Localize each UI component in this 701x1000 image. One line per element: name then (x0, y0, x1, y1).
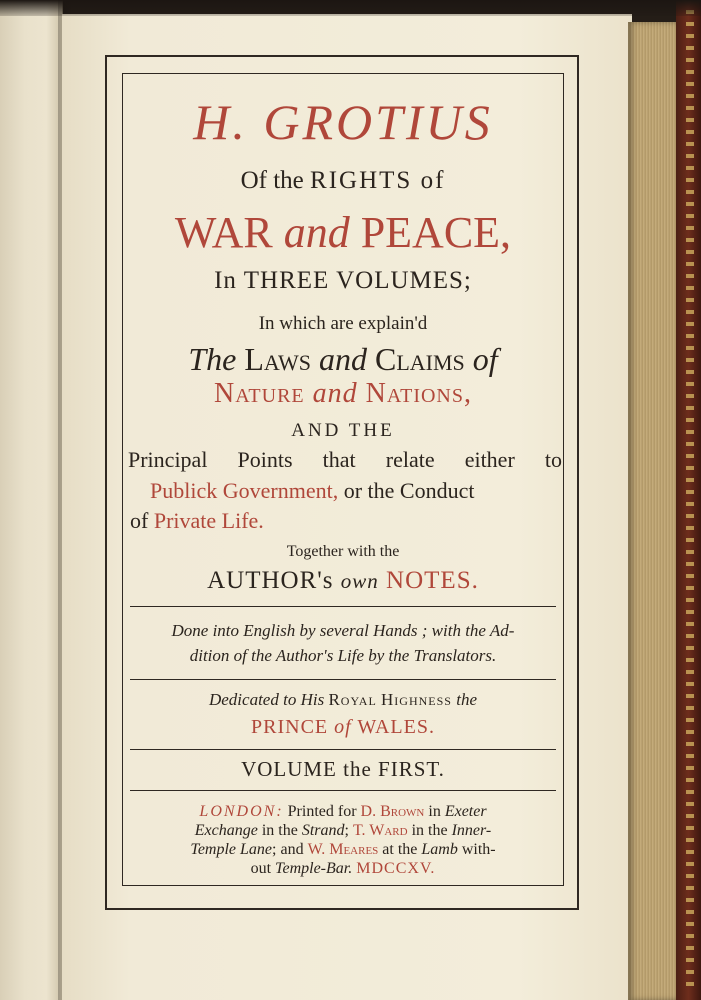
rights-of-text: RIGHTS of (310, 167, 446, 194)
top-shadow (0, 0, 701, 16)
wales-text: WALES. (357, 716, 435, 738)
prince-text: PRINCE (251, 716, 329, 738)
london-text: LONDON: (199, 803, 284, 820)
facing-page (0, 0, 63, 1000)
dedication-the: the (456, 690, 478, 709)
divider-rule (130, 679, 556, 680)
laws-laws: Laws (244, 341, 311, 377)
divider-rule (130, 790, 556, 791)
royal-text: Royal (328, 690, 377, 709)
volume-first: FIRST. (378, 757, 445, 781)
exeter-text: Exeter (444, 803, 487, 820)
with-text: with- (461, 841, 496, 858)
title-war: WAR (174, 208, 273, 257)
in-the-text: in the (261, 822, 298, 839)
volumes-in: In (214, 267, 237, 294)
separator-text: ; (344, 822, 349, 839)
prince-of: of (334, 716, 352, 738)
nature-nations-line (122, 380, 564, 408)
volumes-text: THREE VOLUMES; (243, 267, 472, 294)
laws-claims: Claims (375, 341, 465, 377)
nature-text: Nature (213, 378, 305, 409)
nations-text: Nations, (365, 378, 472, 409)
dedicated-text: Dedicated to His (208, 690, 325, 709)
and-the-line: AND THE (291, 420, 395, 441)
prince-of-wales-line (122, 717, 564, 737)
of-text: of (130, 508, 149, 533)
volume-label: VOLUME (241, 757, 337, 781)
volumes-line (122, 268, 564, 293)
conduct-text: or the Conduct (343, 478, 475, 503)
private-life-text: Private Life. (153, 508, 264, 533)
nature-and: and (312, 378, 358, 409)
imprint-line-1 (122, 804, 564, 820)
temple-lane-text: Temple Lane (190, 841, 273, 858)
t-ward-text: T. Ward (352, 822, 408, 839)
authors-notes-line (122, 568, 564, 593)
volume-the: the (343, 757, 372, 781)
divider-rule (130, 749, 556, 750)
together-with-line: Together with the (286, 543, 400, 560)
dedication-line (122, 691, 564, 708)
and-text: ; and (272, 841, 304, 858)
w-meares-text: W. Meares (307, 841, 379, 858)
d-brown-text: D. Brown (360, 803, 425, 820)
in-text: in (428, 803, 441, 820)
imprint-line-3 (122, 842, 564, 858)
printed-for-text: Printed for (287, 803, 357, 820)
inner-text: Inner- (451, 822, 492, 839)
laws-and: and (319, 341, 367, 377)
explain-line: In which are explain'd (258, 313, 428, 334)
spine-gilt-tooling (686, 10, 694, 990)
volume-line (122, 759, 564, 780)
translation-line-1: Done into English by several Hands ; with the Ad- (171, 621, 515, 640)
year-text: MDCCXV. (356, 860, 436, 877)
main-title (122, 208, 564, 257)
divider-rule (130, 606, 556, 607)
highness-text: Highness (381, 690, 452, 709)
temple-bar-text: Temple-Bar. (275, 860, 353, 877)
out-text: out (250, 860, 272, 877)
private-life-line (130, 508, 562, 533)
page-edges (628, 22, 676, 1000)
at-the-text: at the (382, 841, 418, 858)
laws-of: of (472, 341, 498, 377)
imprint-line-2 (122, 823, 564, 839)
laws-line (122, 343, 564, 375)
in-the-text-2: in the (411, 822, 448, 839)
laws-the: The (188, 341, 237, 377)
principal-points-line: Principal Points that relate either to (128, 447, 562, 472)
notes-text: NOTES. (386, 567, 479, 594)
lamb-text: Lamb (421, 841, 458, 858)
of-the-text: Of the (240, 167, 304, 194)
authors-text: AUTHOR's (207, 567, 334, 594)
title-and: and (283, 208, 350, 257)
title-peace: PEACE, (360, 208, 512, 257)
publick-government-text: Publick Government, (150, 478, 339, 503)
exchange-text: Exchange (194, 822, 258, 839)
strand-text: Strand (301, 822, 345, 839)
subtitle-rights (122, 168, 564, 193)
translation-line-2: dition of the Author's Life by the Translators. (189, 646, 497, 665)
own-text: own (340, 569, 379, 593)
imprint-line-4 (122, 861, 564, 877)
publick-government-line (150, 480, 562, 502)
author-name: H. GROTIUS (193, 94, 493, 150)
